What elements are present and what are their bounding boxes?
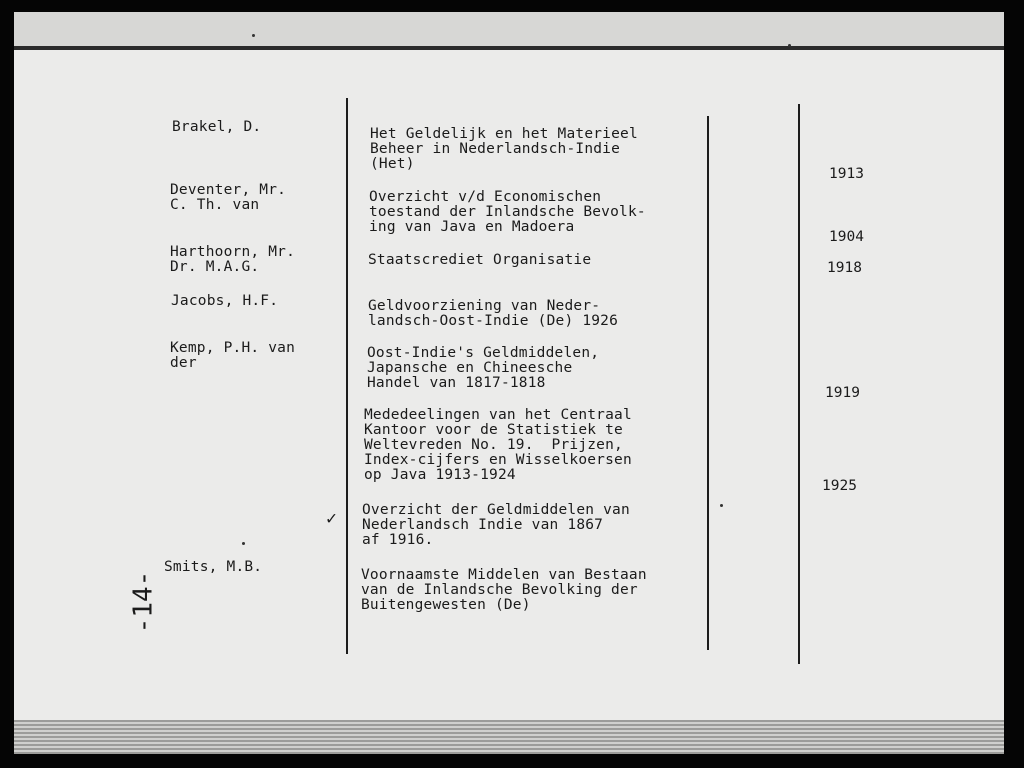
title-mededeelingen: Mededeelingen van het Centraal Kantoor voor de Statistiek te Weltevreden No. 19. Prijzen, Index-cijfers en Wisselkoersen op Java 1913-1924 [364, 407, 632, 483]
author-deventer: Deventer, Mr. C. Th. van [170, 182, 287, 213]
index-card-sheet [14, 12, 1004, 754]
year-1913: 1913 [829, 166, 864, 182]
title-smits: Voornaamste Middelen van Bestaan van de Inlandsche Bevolking der Buitengewesten (De) [361, 567, 647, 613]
title-brakel: Het Geldelijk en het Materieel Beheer in Nederlandsch-Indie (Het) [370, 126, 638, 172]
author-brakel: Brakel, D. [172, 119, 262, 135]
page-number: -14- [128, 570, 159, 634]
column-rule-left [346, 98, 348, 654]
title-harthoorn: Staatscrediet Organisatie [368, 252, 592, 268]
speck [788, 44, 791, 47]
author-harthoorn: Harthoorn, Mr. Dr. M.A.G. [170, 244, 296, 275]
author-jacobs: Jacobs, H.F. [171, 293, 279, 309]
year-1918: 1918 [827, 260, 862, 276]
bottom-edge [14, 720, 1004, 754]
speck [252, 34, 255, 37]
year-1904: 1904 [829, 229, 864, 245]
column-rule-right [798, 104, 800, 664]
speck [242, 542, 245, 545]
top-edge [14, 12, 1004, 50]
title-jacobs: Geldvoorziening van Neder- landsch-Oost-Indie (De) 1926 [368, 298, 619, 329]
author-smits: Smits, M.B. [164, 559, 263, 575]
year-1919: 1919 [825, 385, 860, 401]
author-kemp: Kemp, P.H. van der [170, 340, 296, 371]
title-deventer: Overzicht v/d Economischen toestand der Inlandsche Bevolk- ing van Java en Madoera [369, 189, 646, 235]
column-rule-middle [707, 116, 709, 650]
title-kemp: Oost-Indie's Geldmiddelen, Japansche en Chineesche Handel van 1817-1818 [367, 345, 600, 391]
speck [720, 504, 723, 507]
check-mark: ✓ [326, 508, 337, 529]
year-1925: 1925 [822, 478, 857, 494]
title-overzicht-geldmiddelen: Overzicht der Geldmiddelen van Nederlandsch Indie van 1867 af 1916. [362, 502, 630, 548]
